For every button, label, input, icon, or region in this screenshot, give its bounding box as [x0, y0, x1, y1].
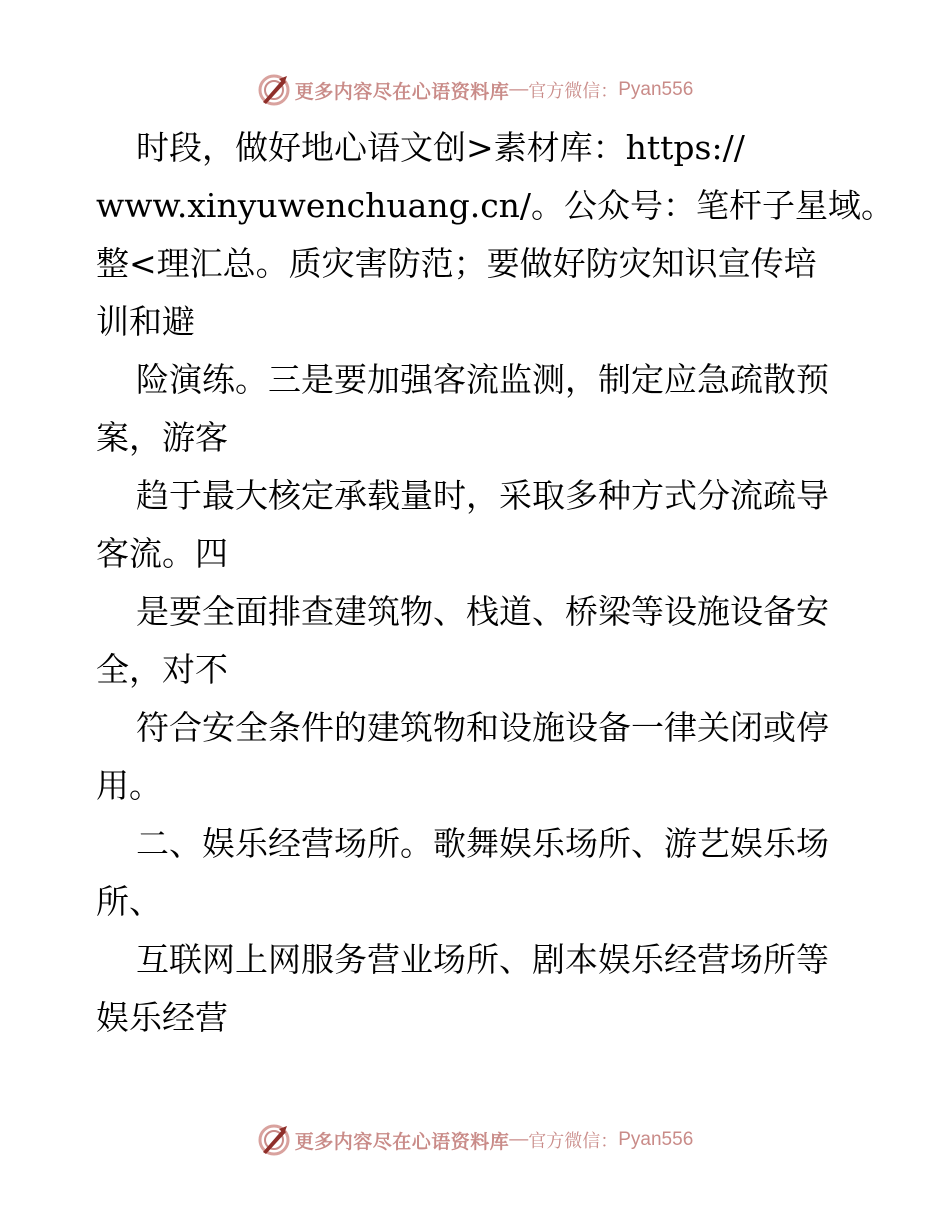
- body-line-4: 训和避: [96, 302, 195, 341]
- body-line-2: www.xinyuwenchuang.cn/。公众号：笔杆子星域。: [96, 186, 895, 225]
- header-separator: —: [509, 79, 529, 100]
- footer-wechat-label: 官方微信：: [528, 1131, 619, 1152]
- header-wechat-label: 官方微信：: [528, 81, 619, 102]
- footer-wechat-id: Pyan556: [618, 1129, 694, 1150]
- body-line-5: 险演练。三是要加强客流监测，制定应急疏散预: [136, 360, 829, 399]
- quill-logo-icon: [257, 1123, 291, 1157]
- body-line-15: 互联网上网服务营业场所、剧本娱乐经营场所等: [136, 940, 829, 979]
- quill-logo-icon: [257, 73, 291, 107]
- body-line-8: 客流。四: [96, 534, 228, 573]
- body-line-11: 符合安全条件的建筑物和设施设备一律关闭或停: [136, 708, 829, 747]
- header-site-text: 更多内容尽在心语资料库: [294, 80, 510, 103]
- document-body: [96, 119, 895, 1047]
- body-line-9: 是要全面排查建筑物、栈道、桥梁等设施设备安: [136, 592, 829, 631]
- footer-separator: —: [509, 1129, 529, 1150]
- body-line-12: 用。: [96, 766, 162, 805]
- body-line-7: 趋于最大核定承载量时，采取多种方式分流疏导: [136, 476, 829, 515]
- footer-banner: [0, 1122, 950, 1158]
- body-line-10: 全，对不: [96, 650, 228, 689]
- header-banner: [0, 72, 950, 108]
- body-line-6: 案，游客: [96, 418, 228, 457]
- body-line-14: 所、: [96, 882, 162, 921]
- body-line-16: 娱乐经营: [96, 998, 228, 1037]
- header-wechat-id: Pyan556: [618, 79, 694, 100]
- body-line-1: 时段，做好地心语文创>素材库：https://: [136, 128, 745, 167]
- body-line-13: 二、娱乐经营场所。歌舞娱乐场所、游艺娱乐场: [136, 824, 829, 863]
- body-line-3: 整<理汇总。质灾害防范；要做好防灾知识宣传培: [96, 244, 817, 283]
- footer-site-text: 更多内容尽在心语资料库: [294, 1130, 510, 1153]
